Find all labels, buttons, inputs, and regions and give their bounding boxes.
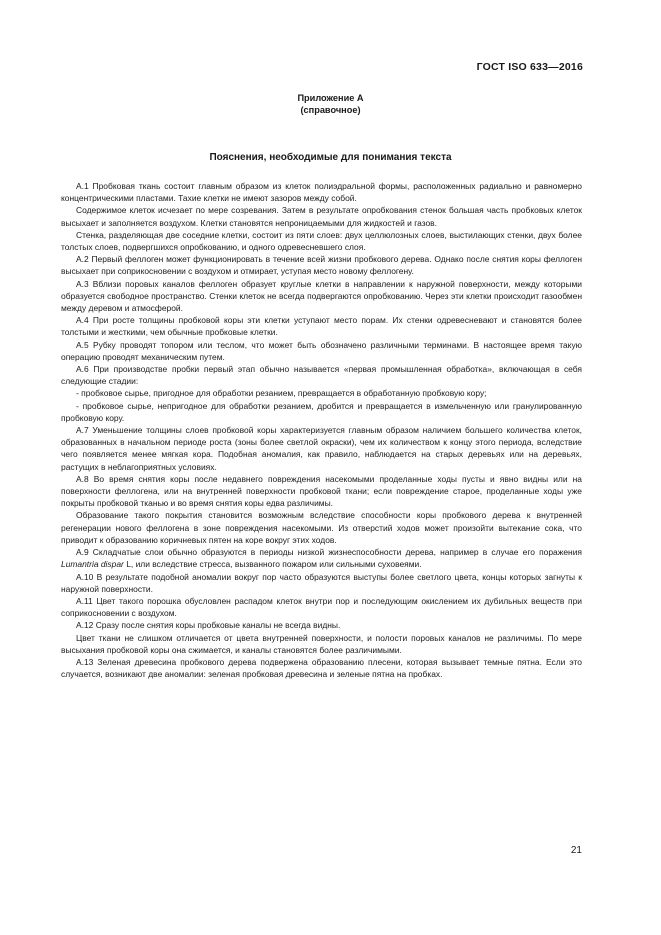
- paragraph-a7: А.7 Уменьшение толщины слоев пробковой коры характеризуется главным образом наличием большего количества клеток, образованных в начальном периоде роста (зоны более светлой окраски), чем их количеством к концу этого периода, вследствие чего появляется менее мягкая кора. Подобная аномалия, как правило, наблюдается на старых деревьях или на деревьях, растущих в неблагоприятных условиях.: [61, 425, 582, 472]
- list-item-a6-1: - пробковое сырье, пригодное для обработки резанием, превращается в обработанную пробковую кору;: [76, 388, 487, 399]
- paragraph-a11: А.11 Цвет такого порошка обусловлен распадом клеток внутри пор и последующим окислением их дубильных веществ при соприкосновении с воздухом.: [61, 595, 582, 619]
- paragraph-a9-text: А.9 Складчатые слои обычно образуются в периоды низкой жизнеспособности дерева, например в случае его поражения: [76, 547, 582, 558]
- paragraph-a9: [61, 546, 582, 570]
- paragraph-a12: А.12 Сразу после снятия коры пробковые каналы не всегда видны.: [76, 620, 341, 631]
- appendix-heading: [0, 92, 661, 116]
- paragraph-a1-cont2: Стенка, разделяющая две соседние клетки, состоит из пяти слоев: двух целлюлозных слоев, выстилающих стенки, двух более толстых слоев, подвергшихся опробкованию, и одного одревесневшего слоя.: [61, 229, 582, 253]
- page-number: 21: [570, 845, 582, 856]
- paragraph-a12-cont: Цвет ткани не слишком отличается от цвета внутренней поверхности, и полости поровых каналов не различимы. По мере высыхания пробковой коры она сжимается, и каналы становятся более различимыми.: [61, 632, 582, 655]
- standard-code: ГОСТ ISO 633—2016: [476, 61, 583, 73]
- paragraph-a13: А.13 Зеленая древесина пробкового дерева подвержена образованию плесени, которая вызывает темные пятна. Если это случается, возникают две аномалии: зеленая пробковая древесина и зеленые пятна на пробках.: [61, 656, 582, 680]
- paragraph-a8: А.8 Во время снятия коры после недавнего повреждения насекомыми проделанные ходы пусты и явно видны или на поверхности феллогена, или на внутренней поверхности пробковой ткани; если повреждение старое, проделанные ходы уже покрыты пробковой тканью и во время снятия коры едва различимы.: [61, 473, 582, 509]
- paragraph-a4: А.4 При росте толщины пробковой коры эти клетки уступают место порам. Их стенки одревесневают и становятся более толстыми и жесткими, чем обычные пробковые клетки.: [61, 315, 582, 338]
- section-title: Пояснения, необходимые для понимания текста: [209, 152, 452, 163]
- paragraph-a9-species: Lumantria dispar: [61, 559, 124, 570]
- paragraph-a3: А.3 Вблизи поровых каналов феллоген образует круглые клетки в направлении к наружной поверхности, между которыми образуется свободное пространство. Стенки клеток не всегда подвергаются опробкованию. Через эти клетки происходит газообмен между деревом и атмосферой.: [61, 278, 582, 314]
- list-item-a6-2: - пробковое сырье, непригодное для обработки резанием, дробится и превращается в измельченную или гранулированную пробковую кору.: [61, 400, 582, 423]
- paragraph-a10: А.10 В результате подобной аномалии вокруг пор часто образуются выступы более светлого цвета, концы которых загнуты к наружной поверхности.: [61, 571, 582, 594]
- paragraph-a1-cont1: Содержимое клеток исчезает по мере созревания. Затем в результате опробкования стенок большая часть пробковых клеток высыхает и заполняется воздухом. Клетки становятся непроницаемыми для жидкостей и газов.: [61, 205, 582, 228]
- paragraph-a6: А.6 При производстве пробки первый этап обычно называется «первая промышленная обработка», включающая в себя следующие стадии:: [61, 364, 582, 387]
- paragraph-a5: А.5 Рубку проводят топором или теслом, что может быть обозначено различными терминами. В настоящее время такую операцию проводят механическим путем.: [61, 339, 582, 362]
- paragraph-a9-tail: L, или вследствие стресса, вызванного пожаром или сильными суховеями.: [123, 559, 422, 570]
- paragraph-a2: А.2 Первый феллоген может функционировать в течение всей жизни пробкового дерева. Однако после снятия коры феллоген высыхает при соприкосновении с воздухом и отмирает, уступая место новому феллогену.: [61, 254, 582, 277]
- appendix-subtitle: (справочное): [300, 105, 361, 115]
- body-text: [61, 180, 582, 680]
- appendix-title: Приложение А: [297, 93, 364, 103]
- paragraph-a1: А.1 Пробковая ткань состоит главным образом из клеток полиэдральной формы, расположенных радиально и равномерно концентрическими пластами. Тахие клетки не имеют зазоров между собой.: [61, 181, 582, 204]
- paragraph-a8-cont: Образование такого покрытия становится возможным вследствие способности коры пробкового дерева к внутренней регенерации нового феллогена в зоне повреждения насекомыми. Из отверстий ходов может произойти вытекание сока, что приводит к образованию коричневых пятен на коре вокруг этих ходов.: [61, 510, 582, 545]
